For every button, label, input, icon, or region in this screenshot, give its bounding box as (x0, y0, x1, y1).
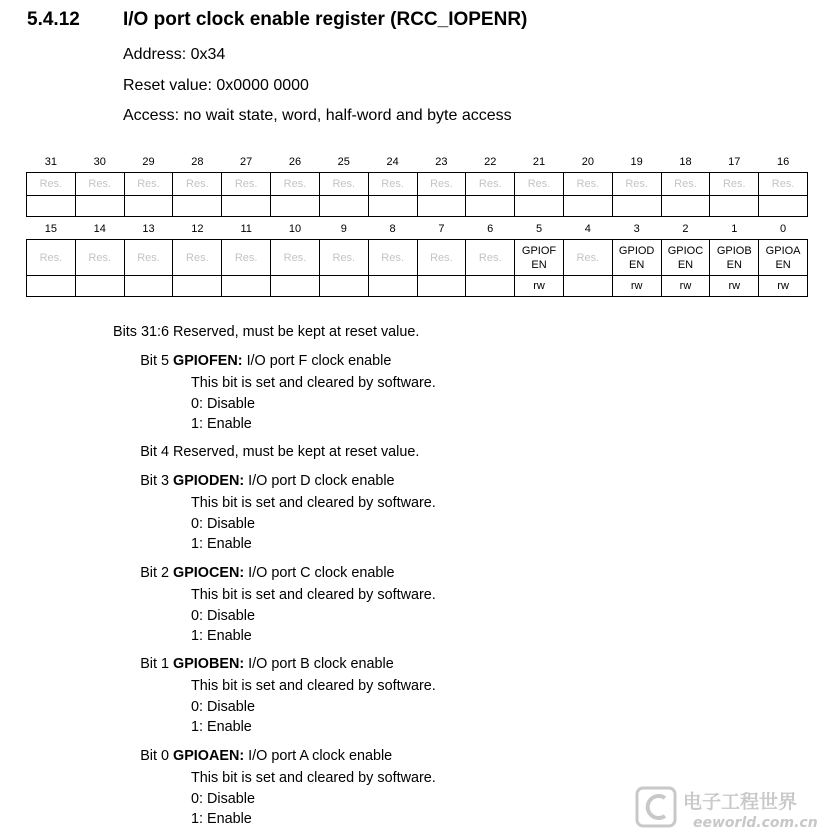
access-type (417, 196, 466, 217)
bit-summary: I/O port D clock enable (248, 473, 395, 489)
access-type (515, 196, 564, 217)
reserved-field: Res. (612, 173, 661, 196)
field-name-part: GPIOA (765, 244, 801, 257)
field-name-part: GPIOB (716, 244, 752, 257)
bit-detail-line: 0: Disable (191, 395, 255, 412)
access-type (466, 276, 515, 297)
bit-description (108, 353, 391, 370)
bit-number: 5 (535, 222, 543, 235)
bit-number: 16 (776, 155, 790, 168)
reserved-field: Res. (563, 240, 612, 276)
reserved-field: Res. (417, 173, 466, 196)
register-address: Address: 0x34 (123, 46, 226, 63)
bit-number: 20 (581, 155, 594, 168)
reserved-field: Res. (27, 173, 76, 196)
bit-number: 11 (240, 222, 252, 235)
field-name: GPIOAEN: (173, 748, 245, 764)
access-type (27, 276, 76, 297)
register-map-upper (26, 151, 808, 217)
bit-number: 23 (435, 155, 448, 168)
field-name: GPIOFEN: (173, 353, 243, 369)
field-name-row (27, 173, 808, 196)
access-row (27, 276, 808, 297)
section-title: I/O port clock enable register (RCC_IOPENR) (123, 9, 528, 30)
bit-detail-line: 1: Enable (191, 536, 252, 552)
bit-number: 14 (93, 222, 106, 235)
bit-detail-line: This bit is set and cleared by software. (191, 495, 436, 511)
eeworld-watermark (635, 784, 820, 832)
access-type (759, 196, 808, 217)
bit-description (108, 324, 419, 341)
bit-detail-line: 0: Disable (191, 698, 255, 715)
bit-description (108, 748, 392, 765)
access-type (124, 196, 173, 217)
bit-summary: I/O port F clock enable (246, 353, 392, 369)
field-name-part: GPIOD (618, 244, 655, 257)
field-name (661, 240, 710, 276)
bit-number: 2 (682, 222, 689, 235)
bit-label: Bit 1 (140, 656, 169, 672)
bit-label: Bit 0 (140, 748, 169, 764)
bit-detail-line: 0: Disable (191, 515, 255, 532)
access-type (563, 196, 612, 217)
reserved-field: Res. (563, 173, 612, 196)
access-type (710, 196, 759, 217)
bit-summary: Reserved, must be kept at reset value. (173, 324, 420, 340)
bit-number: 24 (386, 155, 399, 168)
access-type (222, 196, 271, 217)
reserved-field: Res. (417, 240, 466, 276)
bit-number: 0 (780, 222, 787, 235)
bit-number-row (27, 218, 808, 240)
register-map-lower (26, 218, 808, 297)
bit-number: 29 (142, 155, 155, 168)
reserved-field: Res. (271, 240, 320, 276)
reserved-field: Res. (271, 173, 320, 196)
access-type (417, 276, 466, 297)
watermark-domain: eeworld.com.cn (693, 815, 818, 831)
reserved-field: Res. (319, 173, 368, 196)
bit-number: 28 (191, 155, 204, 168)
bit-number: 17 (728, 155, 741, 168)
bit-detail-line: This bit is set and cleared by software. (191, 770, 436, 786)
field-name-part: EN (775, 258, 791, 271)
bit-number: 12 (191, 222, 204, 235)
access-type (661, 196, 710, 217)
bit-detail-line: 1: Enable (191, 628, 252, 644)
bit-summary: I/O port C clock enable (248, 565, 395, 581)
register-reset-value: Reset value: 0x0000 0000 (123, 77, 309, 94)
bit-summary: Reserved, must be kept at reset value. (173, 444, 420, 460)
bit-number-row (27, 151, 808, 173)
field-name-part: GPIOF (521, 244, 557, 257)
reserved-field: Res. (661, 173, 710, 196)
bit-number: 9 (340, 222, 347, 235)
bit-number: 30 (93, 155, 106, 168)
bit-number: 7 (438, 222, 445, 235)
bit-detail-line: This bit is set and cleared by software. (191, 678, 436, 694)
access-type: rw (612, 276, 661, 297)
bit-label: Bits 31:6 (113, 324, 169, 340)
bit-detail-line: This bit is set and cleared by software. (191, 375, 436, 391)
reserved-field: Res. (515, 173, 564, 196)
access-type: rw (661, 276, 710, 297)
reserved-field: Res. (173, 173, 222, 196)
bit-detail-line: 0: Disable (191, 607, 255, 624)
bit-number: 4 (584, 222, 591, 235)
field-name (515, 240, 564, 276)
reserved-field: Res. (466, 240, 515, 276)
access-type (466, 196, 515, 217)
bit-label: Bit 4 (140, 444, 169, 460)
bit-number: 31 (44, 155, 58, 168)
bit-detail-line: This bit is set and cleared by software. (191, 587, 436, 603)
access-type (173, 196, 222, 217)
field-name (759, 240, 808, 276)
reserved-field: Res. (75, 173, 124, 196)
access-type (75, 196, 124, 217)
field-name-part: EN (531, 258, 547, 271)
reserved-field: Res. (173, 240, 222, 276)
reserved-field: Res. (368, 173, 417, 196)
field-name: GPIODEN: (173, 473, 245, 489)
field-name-part: EN (629, 258, 645, 271)
bit-detail-line: 1: Enable (191, 719, 252, 735)
field-name: GPIOCEN: (173, 565, 245, 581)
section-heading (27, 9, 527, 31)
reserved-field: Res. (222, 173, 271, 196)
reserved-field: Res. (368, 240, 417, 276)
bit-number: 8 (389, 222, 396, 235)
field-name-row (27, 240, 808, 276)
bit-number: 19 (630, 155, 643, 168)
access-type: rw (710, 276, 759, 297)
watermark-brand: 电子工程世界 (683, 791, 798, 813)
access-type (222, 276, 271, 297)
bit-number: 25 (337, 155, 350, 168)
register-access: Access: no wait state, word, half-word and byte access (123, 107, 512, 124)
bit-description (108, 656, 394, 673)
reserved-field: Res. (124, 173, 173, 196)
bit-summary: I/O port B clock enable (248, 656, 394, 672)
field-name-part: EN (726, 258, 742, 271)
access-type (319, 196, 368, 217)
field-name-part: EN (677, 258, 694, 271)
access-type (368, 196, 417, 217)
bit-label: Bit 5 (140, 353, 169, 369)
bit-detail-line: 0: Disable (191, 790, 255, 807)
bit-number: 13 (142, 222, 155, 235)
eeworld-logo-icon (637, 788, 675, 826)
bit-description (108, 565, 395, 582)
access-type (563, 276, 612, 297)
reserved-field: Res. (710, 173, 759, 196)
bit-label: Bit 2 (140, 565, 169, 581)
bit-summary: I/O port A clock enable (248, 748, 393, 764)
bit-number: 10 (288, 222, 302, 235)
reserved-field: Res. (319, 240, 368, 276)
access-type (271, 276, 320, 297)
access-type (612, 196, 661, 217)
bit-number: 1 (731, 222, 738, 235)
bit-detail-line: 1: Enable (191, 811, 252, 827)
reserved-field: Res. (75, 240, 124, 276)
reserved-field: Res. (124, 240, 173, 276)
access-type (368, 276, 417, 297)
reserved-field: Res. (759, 173, 808, 196)
field-name (612, 240, 661, 276)
bit-description (108, 473, 395, 490)
reserved-field: Res. (466, 173, 515, 196)
reserved-field: Res. (27, 240, 76, 276)
access-type (271, 196, 320, 217)
access-type (173, 276, 222, 297)
bit-number: 22 (484, 155, 497, 168)
field-name-part: GPIOC (667, 244, 704, 257)
bit-number: 15 (44, 222, 58, 235)
reserved-field: Res. (222, 240, 271, 276)
access-type: rw (759, 276, 808, 297)
bit-label: Bit 3 (140, 473, 169, 489)
bit-number: 18 (679, 155, 692, 168)
bit-number: 6 (487, 222, 494, 235)
bit-number: 27 (240, 155, 253, 168)
access-type (124, 276, 173, 297)
bit-number: 21 (532, 155, 546, 168)
access-type (75, 276, 124, 297)
bit-number: 26 (288, 155, 302, 168)
section-number: 5.4.12 (27, 9, 80, 30)
field-name: GPIOBEN: (173, 656, 245, 672)
access-type (319, 276, 368, 297)
bit-number: 3 (633, 222, 640, 235)
field-name (710, 240, 759, 276)
access-type (27, 196, 76, 217)
bit-detail-line: 1: Enable (191, 416, 252, 432)
access-row (27, 196, 808, 217)
bit-description (108, 444, 419, 461)
access-type: rw (515, 276, 564, 297)
